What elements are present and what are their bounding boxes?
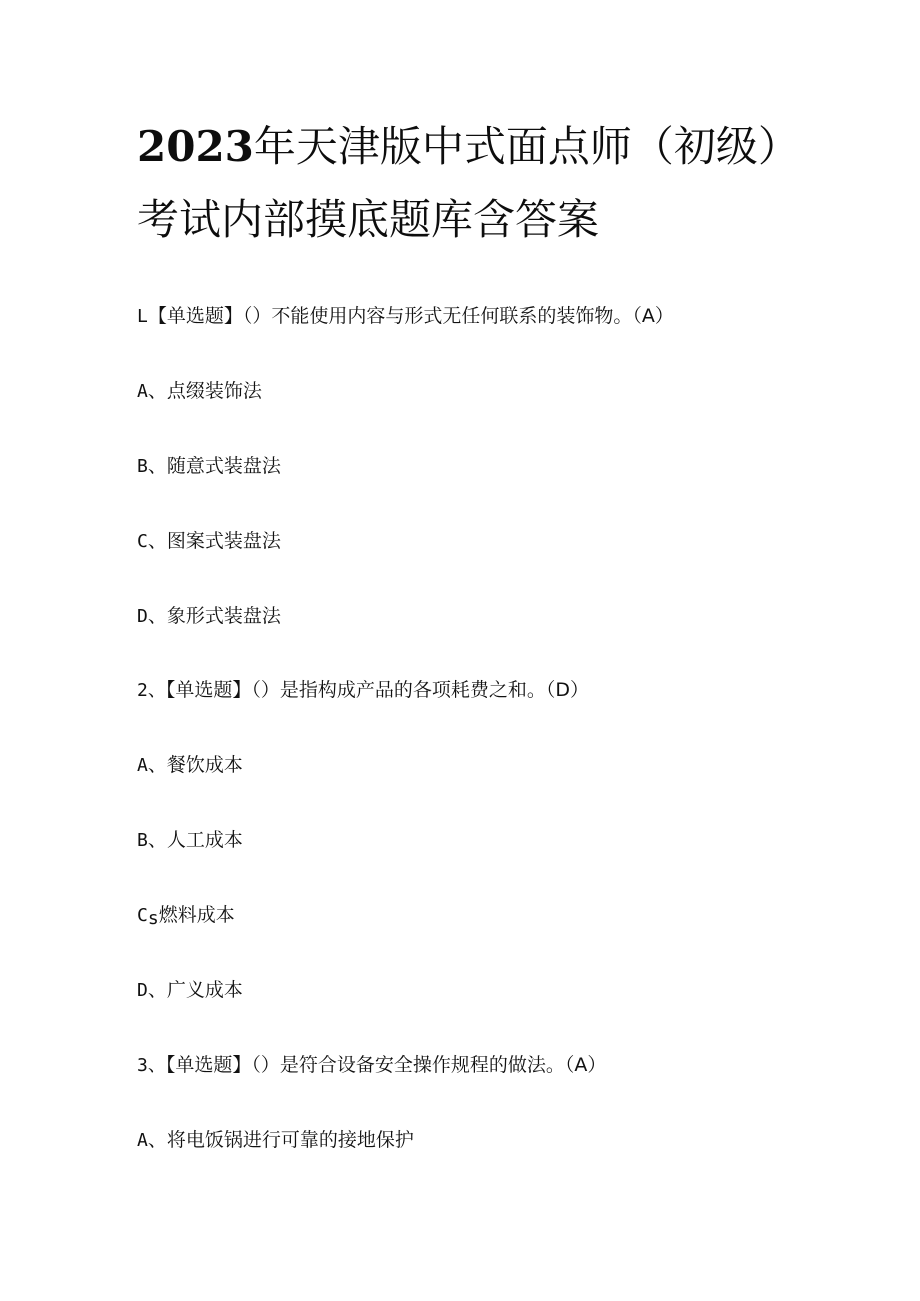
question-2-text: 【单选题】（）是指构成产品的各项耗费之和。（D） <box>165 679 589 701</box>
question-1-text: 【单选题】（）不能使用内容与形式无任何联系的装饰物。（A） <box>147 305 674 327</box>
question-2-stem <box>137 677 589 704</box>
question-1-number: L <box>137 306 148 327</box>
question-1-option-b: B、随意式装盘法 <box>137 455 281 477</box>
question-1-option-d: D、象形式装盘法 <box>137 605 281 627</box>
question-2-option-c: $C_s$燃料成本 <box>137 904 235 929</box>
document-title-line-1 <box>137 122 837 172</box>
title-line-1-text: 年天津版中式面点师（初级） <box>253 122 800 171</box>
question-2-option-b: B、人工成本 <box>137 829 243 851</box>
question-2-option-a: A、餐饮成本 <box>137 754 243 776</box>
question-1-option-a: A、点缀装饰法 <box>137 380 262 402</box>
question-3-text: 【单选题】（）是符合设备安全操作规程的做法。（A） <box>165 1054 607 1076</box>
question-2-option-d: D、广义成本 <box>137 979 243 1001</box>
document-title-line-2: 考试内部摸底题库含答案 <box>137 195 600 244</box>
question-3-stem <box>137 1052 606 1079</box>
question-2-number: 2、 <box>137 680 166 701</box>
question-1-option-c: C、图案式装盘法 <box>137 530 281 552</box>
title-year: 2023 <box>137 122 254 171</box>
question-1-stem <box>137 303 674 330</box>
question-3-number: 3、 <box>137 1055 166 1076</box>
question-3-option-a: A、将电饭锅进行可靠的接地保护 <box>137 1129 414 1151</box>
